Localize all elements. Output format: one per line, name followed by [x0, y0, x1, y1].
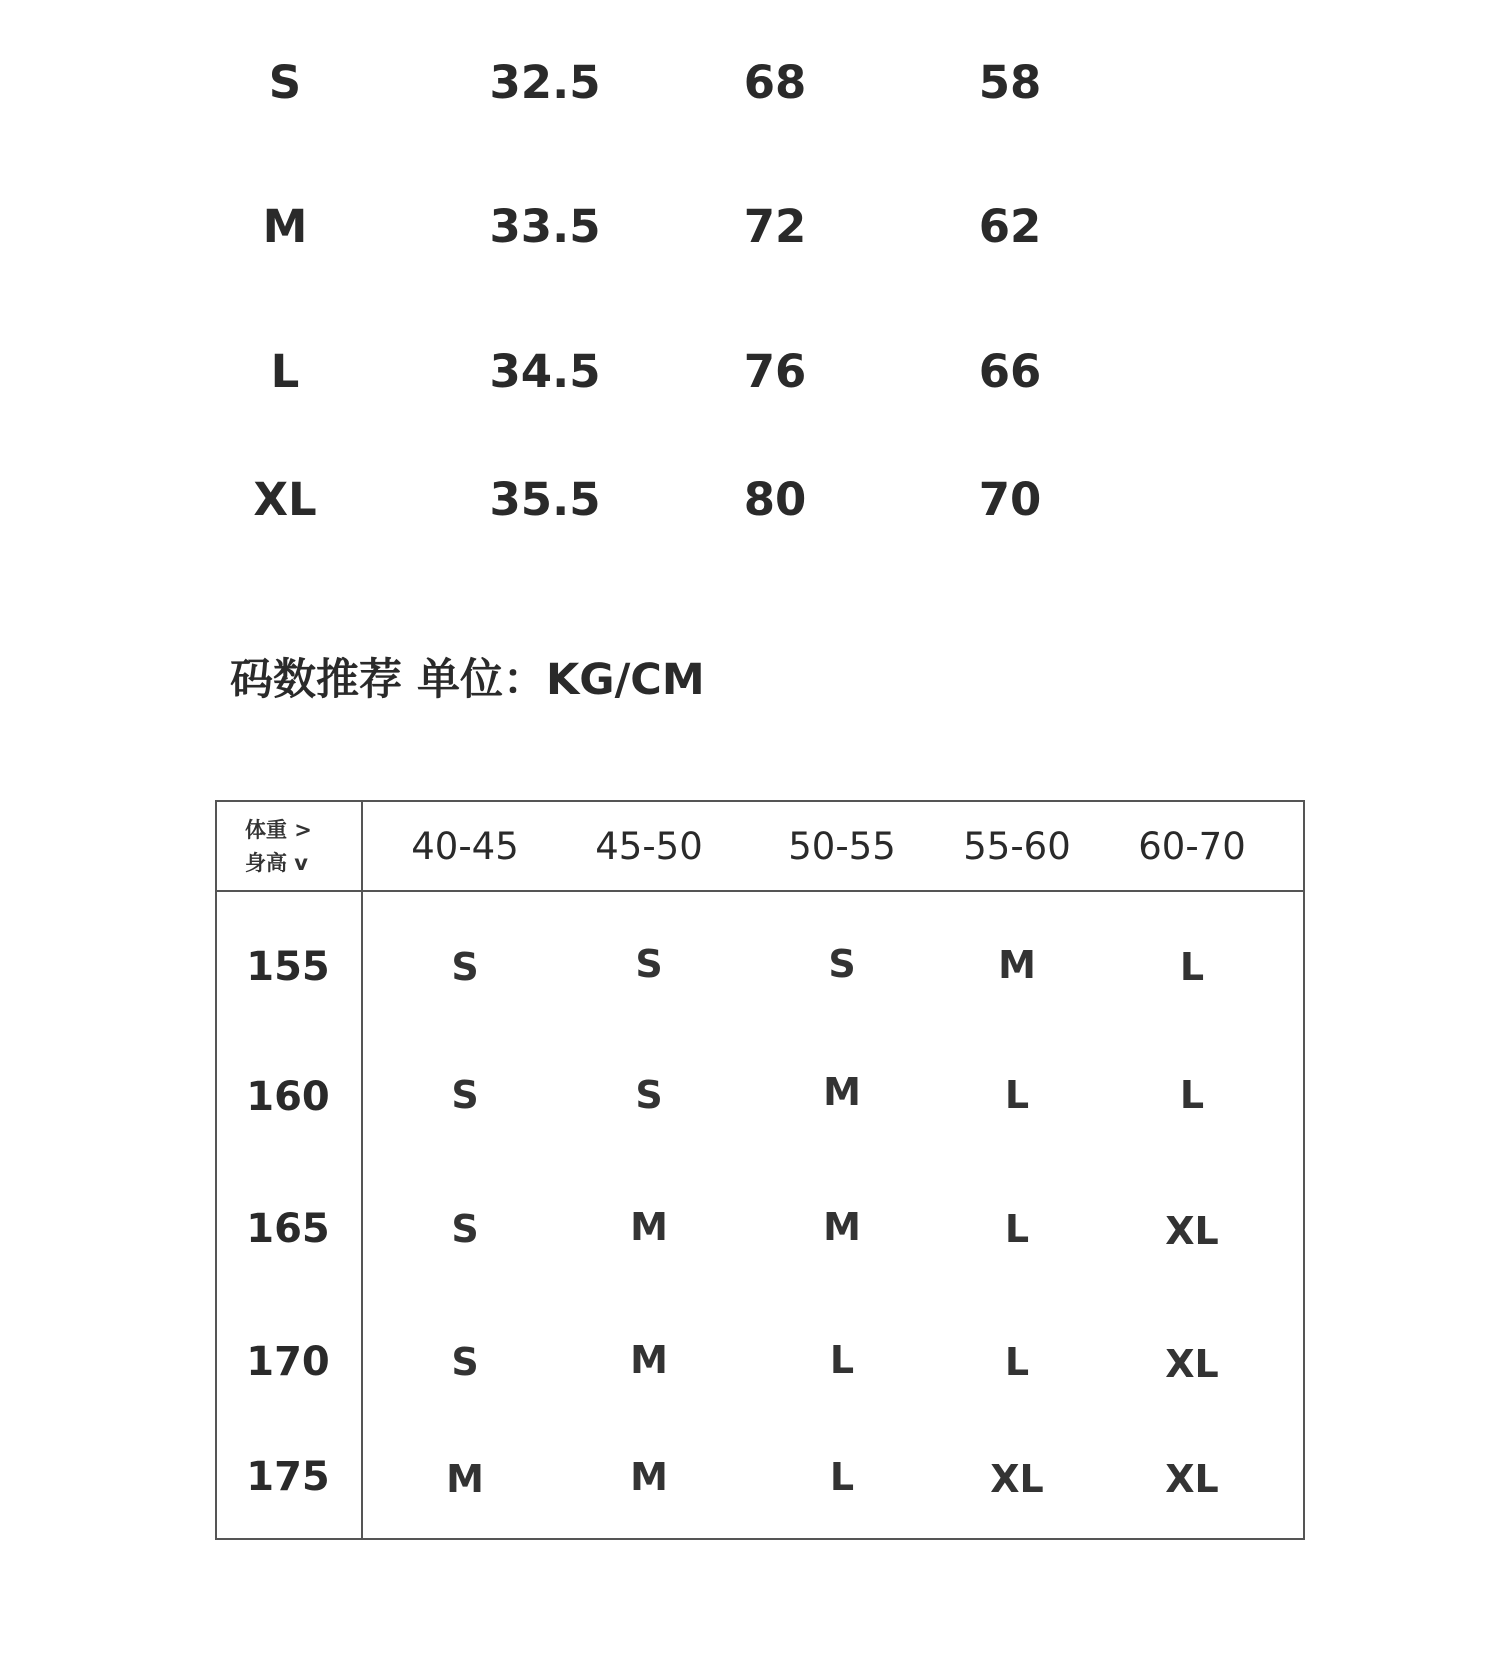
- weight-range-header: 50-55: [788, 825, 896, 868]
- size-cell: M: [998, 943, 1036, 987]
- header-divider: [217, 890, 1303, 892]
- size-cell: XL: [1165, 1457, 1219, 1501]
- size-cell: L: [1004, 1207, 1030, 1251]
- size-cell: S: [828, 942, 856, 986]
- size-cell: S: [451, 945, 479, 989]
- size-row-m: [0, 197, 1500, 257]
- size-cell: S: [451, 1340, 479, 1384]
- size-cell: M: [630, 1338, 668, 1382]
- size-cell: M: [630, 1205, 668, 1249]
- size-cell: M: [446, 1457, 484, 1501]
- size-row-s: [0, 53, 1500, 113]
- size-row-l: [0, 342, 1500, 402]
- measurement-2: 72: [743, 200, 807, 253]
- measurement-3: 62: [978, 200, 1042, 253]
- measurement-1: 34.5: [489, 345, 601, 398]
- size-label: S: [268, 56, 302, 109]
- height-value: 160: [246, 1074, 330, 1120]
- measurement-1: 35.5: [489, 473, 601, 526]
- weight-range-header: 45-50: [595, 825, 703, 868]
- weight-range-header: 55-60: [963, 825, 1071, 868]
- measurement-1: 33.5: [489, 200, 601, 253]
- measurement-2: 68: [743, 56, 807, 109]
- size-cell: S: [451, 1207, 479, 1251]
- height-value: 165: [246, 1206, 330, 1252]
- size-cell: L: [1179, 945, 1205, 989]
- size-cell: S: [635, 942, 663, 986]
- size-row-xl: [0, 470, 1500, 530]
- size-cell: L: [1004, 1340, 1030, 1384]
- measurement-3: 66: [978, 345, 1042, 398]
- weight-range-header: 60-70: [1138, 825, 1246, 868]
- recommendation-title: 码数推荐 单位：KG/CM: [230, 655, 705, 705]
- corner-height-label: 身高 v: [245, 851, 308, 875]
- measurement-1: 32.5: [489, 56, 601, 109]
- corner-header: [245, 814, 355, 880]
- column-divider: [361, 802, 363, 1538]
- height-value: 170: [246, 1339, 330, 1385]
- corner-weight-label: 体重 >: [245, 818, 312, 842]
- size-cell: XL: [1165, 1342, 1219, 1386]
- measurement-3: 70: [978, 473, 1042, 526]
- size-cell: L: [829, 1455, 855, 1499]
- size-cell: M: [823, 1205, 861, 1249]
- size-label: M: [262, 200, 308, 253]
- size-recommendation-table: [215, 800, 1305, 1540]
- weight-range-header: 40-45: [411, 825, 519, 868]
- size-cell: L: [829, 1338, 855, 1382]
- size-cell: XL: [990, 1457, 1044, 1501]
- height-value: 175: [246, 1454, 330, 1500]
- measurement-2: 76: [743, 345, 807, 398]
- size-label: XL: [253, 473, 317, 526]
- size-cell: L: [1004, 1073, 1030, 1117]
- size-cell: L: [1179, 1073, 1205, 1117]
- measurement-3: 58: [978, 56, 1042, 109]
- size-cell: M: [630, 1455, 668, 1499]
- size-label: L: [270, 345, 300, 398]
- size-cell: XL: [1165, 1209, 1219, 1253]
- height-value: 155: [246, 944, 330, 990]
- measurement-2: 80: [743, 473, 807, 526]
- size-cell: M: [823, 1070, 861, 1114]
- size-cell: S: [451, 1073, 479, 1117]
- size-cell: S: [635, 1073, 663, 1117]
